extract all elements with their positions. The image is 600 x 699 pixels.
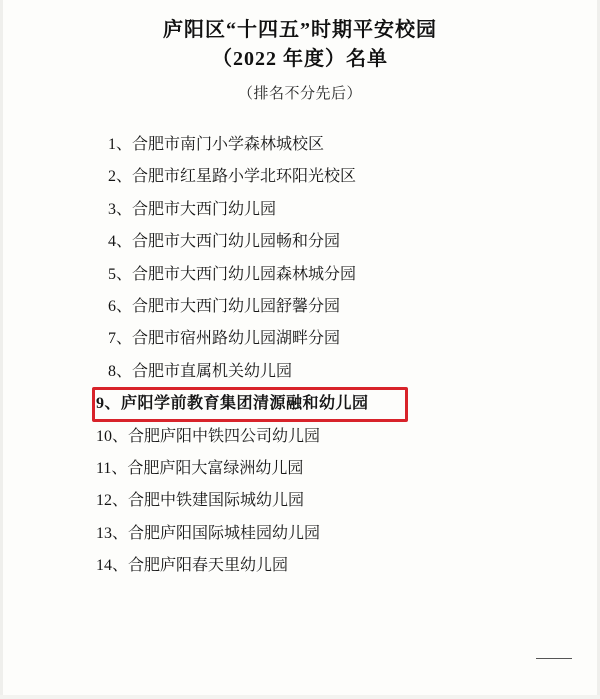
list-item — [96, 485, 600, 517]
list-item-highlighted — [96, 388, 600, 420]
list-item-label: 合肥庐阳春天里幼儿园 — [128, 557, 289, 575]
list-item — [108, 259, 600, 291]
list-item-number: 14、 — [96, 557, 129, 575]
list-item-number: 10、 — [96, 427, 129, 445]
page-edge-left — [0, 0, 3, 699]
list-item — [108, 356, 600, 388]
list-item-label: 合肥市宿州路幼儿园湖畔分园 — [132, 330, 341, 348]
list-item-number: 5、 — [108, 265, 133, 283]
list-item-number: 12、 — [96, 492, 129, 510]
list-item-number: 6、 — [108, 297, 133, 315]
list-item-label: 合肥庐阳国际城桂园幼儿园 — [128, 524, 321, 542]
list-item-label: 合肥市红星路小学北环阳光校区 — [132, 168, 357, 186]
list-item — [108, 291, 600, 323]
list-item — [96, 518, 600, 550]
list-item — [108, 323, 600, 355]
page-title-line1: 庐阳区“十四五”时期平安校园 — [163, 19, 437, 41]
footer-rule — [536, 658, 572, 659]
list-item-label: 合肥庐阳大富绿洲幼儿园 — [127, 459, 304, 477]
list-item — [108, 226, 600, 258]
list-item-label: 合肥市大西门幼儿园森林城分园 — [132, 265, 357, 283]
list-item-label: 合肥市直属机关幼儿园 — [132, 362, 293, 380]
page-subtitle: （排名不分先后） — [237, 86, 362, 102]
list-item-number: 9、 — [96, 395, 122, 413]
list-item — [108, 194, 600, 226]
list-item-number: 11、 — [96, 459, 128, 477]
school-list — [0, 129, 600, 582]
list-item-number: 2、 — [108, 168, 133, 186]
list-item-label: 庐阳学前教育集团清源融和幼儿园 — [121, 395, 369, 413]
list-item-label: 合肥庐阳中铁四公司幼儿园 — [128, 427, 321, 445]
page-title — [0, 0, 600, 74]
list-item-label: 合肥市南门小学森林城校区 — [132, 136, 325, 153]
list-item — [96, 550, 600, 582]
list-item-number: 1、 — [108, 136, 133, 153]
list-item-number: 4、 — [108, 233, 133, 251]
list-item-label: 合肥市大西门幼儿园畅和分园 — [132, 233, 341, 251]
list-item-number: 13、 — [96, 524, 129, 542]
list-item-number: 3、 — [108, 200, 133, 218]
list-item — [96, 453, 600, 485]
list-item-label: 合肥市大西门幼儿园 — [132, 200, 277, 218]
list-item — [108, 129, 600, 161]
page-title-line2: （2022 年度）名单 — [212, 48, 388, 70]
list-item-number: 8、 — [108, 362, 133, 380]
list-item-number: 7、 — [108, 330, 133, 348]
list-item — [96, 421, 600, 453]
page-edge-bottom — [0, 695, 600, 699]
list-item-label: 合肥中铁建国际城幼儿园 — [128, 492, 305, 510]
list-item-label: 合肥市大西门幼儿园舒馨分园 — [132, 297, 341, 315]
list-item — [108, 161, 600, 193]
